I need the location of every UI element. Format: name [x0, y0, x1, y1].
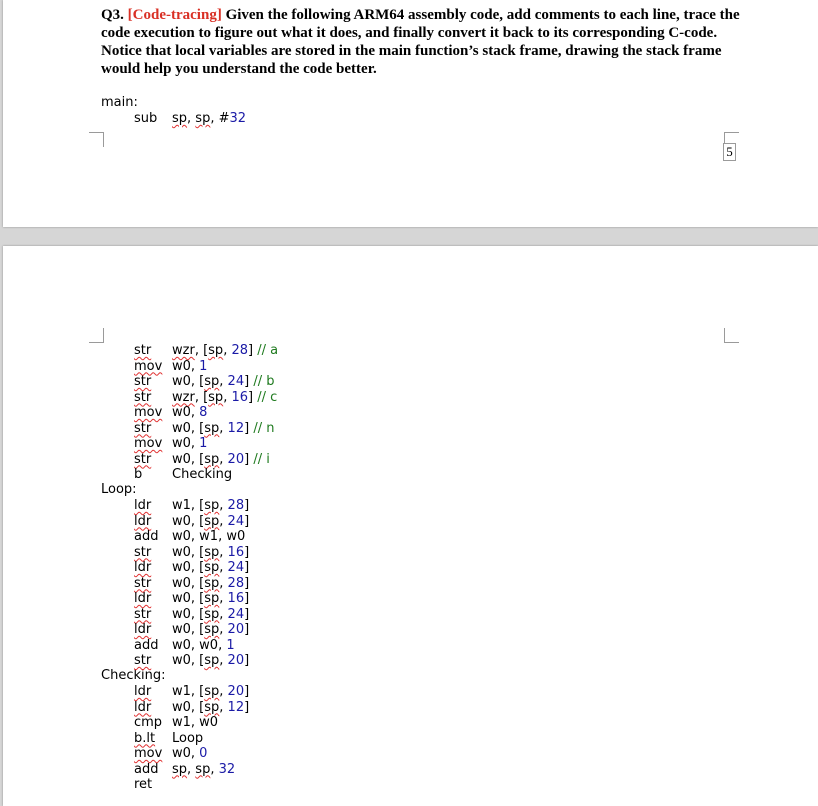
code-line [134, 591, 249, 607]
instruction-mnemonic: str [134, 653, 152, 668]
instruction-operands: w1, [sp, 20] [172, 684, 250, 699]
question-tag: [Code-tracing] [127, 7, 222, 23]
code-line [134, 653, 249, 669]
instruction-mnemonic: ldr [134, 560, 152, 575]
instruction-mnemonic: ldr [134, 591, 152, 606]
instruction-operands: w0, [sp, 24] [172, 560, 250, 575]
margin-corner-left [89, 132, 104, 147]
code-line [134, 731, 203, 747]
margin-corner-right [724, 328, 739, 343]
instruction-mnemonic: ldr [134, 622, 152, 637]
instruction-mnemonic: b.lt [134, 730, 156, 746]
instruction-mnemonic: mov [134, 746, 163, 761]
code-line [134, 529, 245, 545]
code-line [134, 436, 207, 452]
instruction-mnemonic: str [134, 544, 152, 560]
instruction-operands: w0, [sp, 28] [172, 575, 250, 591]
code-line [134, 111, 246, 127]
instruction-mnemonic: mov [134, 436, 163, 451]
instruction-mnemonic: mov [134, 358, 163, 374]
code-line [134, 715, 218, 731]
instruction-mnemonic: cmp [134, 715, 163, 730]
code-line [134, 777, 172, 793]
instruction-mnemonic: str [134, 451, 152, 467]
code-line [134, 762, 235, 778]
instruction-mnemonic: add [134, 529, 159, 544]
code-line [134, 467, 232, 483]
instruction-operands: w1, w0 [172, 715, 219, 730]
instruction-mnemonic: ldr [134, 498, 152, 513]
margin-corner-left [89, 328, 104, 343]
code-line [134, 498, 249, 514]
instruction-operands: w0, [sp, 16] [172, 591, 250, 606]
instruction-operands: w0, [sp, 24] [172, 513, 250, 529]
instruction-operands: sp, sp, 32 [172, 761, 236, 777]
instruction-operands: w0, 0 [172, 746, 208, 761]
instruction-mnemonic: str [134, 420, 152, 436]
question-number: Q3. [101, 7, 124, 23]
document-page-1 [3, 0, 818, 227]
code-line [134, 560, 249, 576]
instruction-operands: w0, w1, w0 [172, 529, 246, 544]
instruction-mnemonic: ldr [134, 699, 152, 715]
instruction-operands: w1, [sp, 28] [172, 498, 250, 513]
question-body: Given the following ARM64 assembly code, add comments to each line, trace the code execution to figure out what it does, and finally convert it back to its corresponding C-code. Notice that local variables are stored in the main function’s stack frame, drawing the stack frame would help you understand the code better. [101, 7, 740, 77]
code-line [134, 545, 249, 561]
code-line [134, 374, 274, 390]
code-line [134, 452, 270, 468]
instruction-operands: wzr, [sp, 16] // c [172, 389, 278, 405]
label-loop: Loop: [101, 482, 137, 497]
code-line [134, 514, 249, 530]
instruction-operands: w0, [sp, 12] // n [172, 420, 275, 436]
code-line [134, 684, 249, 700]
document-page-2 [3, 246, 818, 806]
instruction-mnemonic: ldr [134, 684, 152, 699]
instruction-operands: sp, sp, #32 [172, 111, 247, 126]
instruction-operands: w0, [sp, 12] [172, 699, 250, 715]
code-line [134, 390, 277, 406]
code-line [134, 576, 249, 592]
instruction-operands: w0, [sp, 16] [172, 544, 250, 560]
code-line [134, 700, 249, 716]
instruction-operands: Loop [172, 730, 204, 746]
page-number: 5 [723, 143, 736, 161]
instruction-mnemonic: add [134, 761, 159, 777]
instruction-mnemonic: str [134, 389, 152, 405]
label-main: main: [101, 95, 138, 110]
instruction-mnemonic: str [134, 575, 152, 591]
code-line [134, 359, 207, 375]
instruction-operands: wzr, [sp, 28] // a [172, 343, 279, 358]
instruction-operands: w0, [sp, 24] // b [172, 374, 275, 389]
instruction-operands: w0, [sp, 20] [172, 622, 250, 637]
instruction-operands: w0, 8 [172, 405, 208, 420]
instruction-operands: w0, w0, 1 [172, 637, 235, 653]
instruction-mnemonic: add [134, 637, 159, 653]
instruction-mnemonic: ret [134, 777, 153, 792]
code-line [134, 607, 249, 623]
code-line [134, 421, 274, 437]
code-line [134, 638, 235, 654]
instruction-mnemonic: b [134, 467, 143, 482]
code-line [134, 622, 249, 638]
instruction-operands: w0, [sp, 24] [172, 606, 250, 622]
instruction-mnemonic: sub [134, 111, 158, 126]
code-line [134, 343, 278, 359]
instruction-operands: w0, 1 [172, 436, 208, 451]
instruction-mnemonic: ldr [134, 513, 152, 529]
instruction-mnemonic: mov [134, 405, 163, 420]
code-line [134, 746, 207, 762]
instruction-operands: w0, [sp, 20] [172, 653, 250, 668]
label-checking: Checking: [101, 668, 166, 683]
instruction-operands: Checking [172, 467, 233, 482]
instruction-operands: w0, [sp, 20] // i [172, 451, 270, 467]
instruction-operands: w0, 1 [172, 358, 208, 374]
question-text [101, 6, 751, 78]
code-line [134, 405, 207, 421]
instruction-mnemonic: str [134, 606, 152, 622]
instruction-mnemonic: str [134, 343, 152, 358]
instruction-mnemonic: str [134, 374, 152, 389]
